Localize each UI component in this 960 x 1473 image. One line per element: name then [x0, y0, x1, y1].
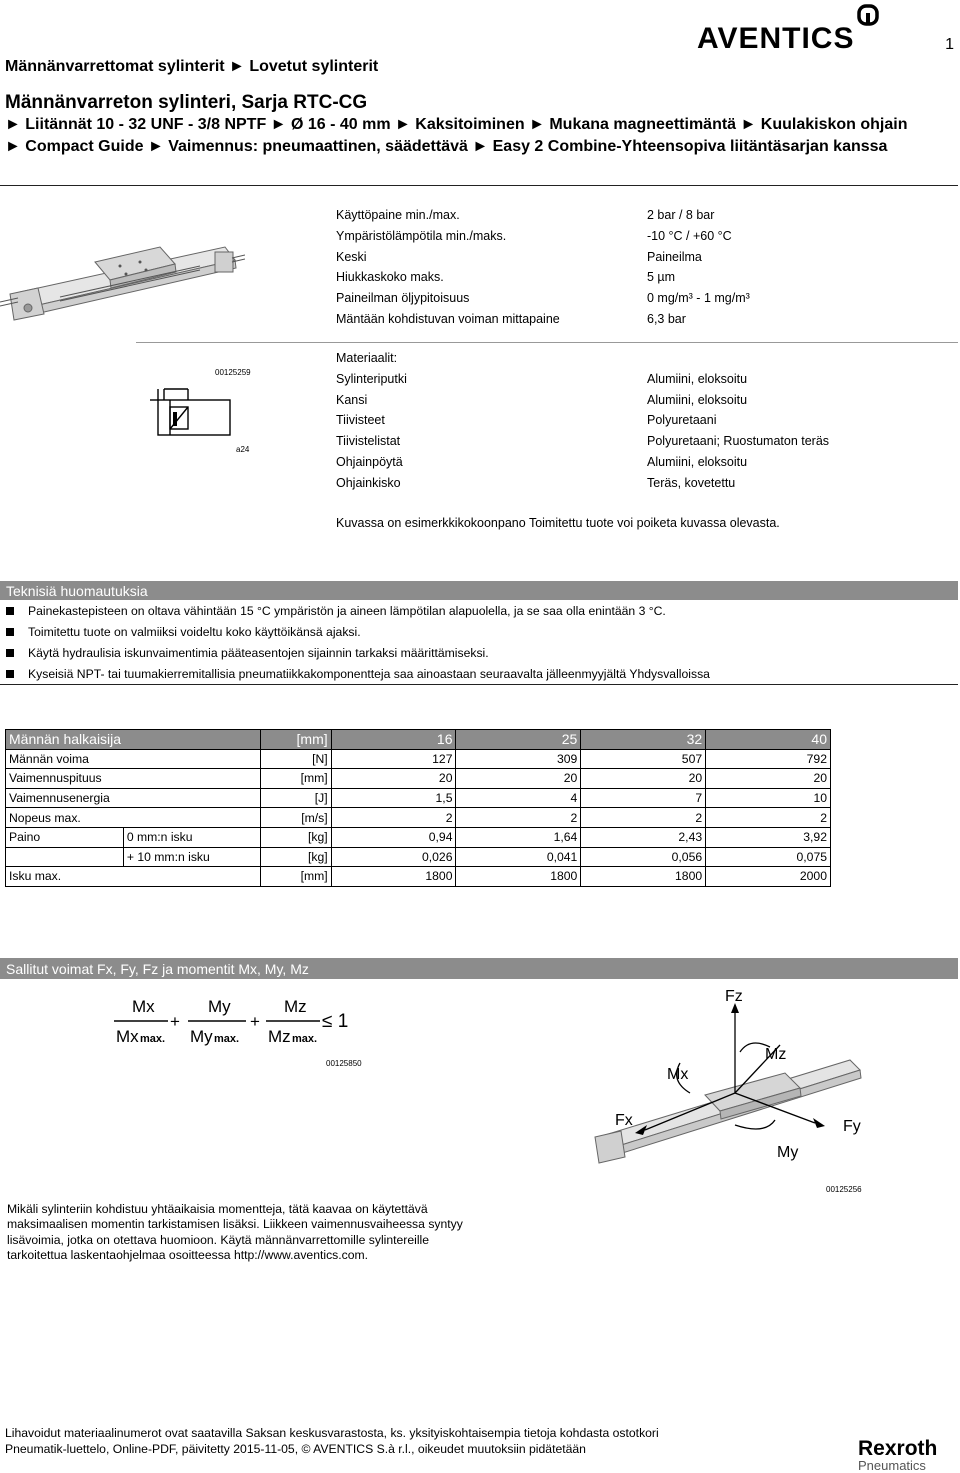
table-cell: 792 [706, 749, 831, 769]
logo-text: AVENTICS [697, 22, 855, 52]
material-row [336, 410, 829, 431]
rexroth-sub: Pneumatics [858, 1458, 926, 1473]
table-header-cell: 40 [706, 730, 831, 750]
table-cell: 1800 [331, 867, 456, 887]
table-cell: [J] [260, 788, 331, 808]
table-header-cell: Männän halkaisija [6, 730, 261, 750]
formula-plus: + [250, 1012, 260, 1031]
table-row [6, 769, 831, 789]
table-cell: [N] [260, 749, 331, 769]
page-number: 1 [945, 36, 954, 53]
rexroth-logo: Rexroth [858, 1437, 938, 1460]
table-cell: 1800 [581, 867, 706, 887]
table-header-cell: 25 [456, 730, 581, 750]
formula-le: ≤ 1 [322, 1011, 349, 1032]
aventics-logo [697, 4, 882, 57]
table-cell [6, 847, 124, 867]
label-mx: Mx [667, 1066, 689, 1083]
spec-row [336, 226, 750, 247]
spec-label: Ympäristölämpötila min./maks. [336, 228, 507, 243]
table-cell: 2,43 [581, 827, 706, 847]
table-cell: 20 [706, 769, 831, 789]
table-cell: + 10 mm:n isku [123, 847, 260, 867]
footer-line: Lihavoidut materiaalinumerot ovat saatavilla Saksan keskusvarastosta, ks. yksityiskohtaisempia tietoja kohdasta ostotkori [5, 1426, 659, 1440]
table-cell: [mm] [260, 769, 331, 789]
bullet-icon [6, 670, 14, 678]
breadcrumb: Männänvarrettomat sylinterit ► Lovetut sylinterit [5, 58, 379, 75]
material-row [336, 473, 829, 494]
table-cell: 7 [581, 788, 706, 808]
formula-den-my: My [190, 1027, 213, 1046]
table-cell: 309 [456, 749, 581, 769]
table-cell: 20 [456, 769, 581, 789]
spec-row [336, 247, 750, 268]
formula-num-mz: Mz [284, 997, 307, 1016]
product-image [0, 222, 245, 337]
material-value: Alumiini, eloksoitu [647, 371, 748, 386]
table-row [6, 749, 831, 769]
diagram-code: 00125256 [826, 1185, 862, 1194]
tech-notes-list [6, 601, 710, 685]
label-fy: Fy [843, 1118, 861, 1135]
table-row [6, 808, 831, 828]
spec-list [336, 205, 750, 330]
table-header-row [6, 730, 831, 750]
label-fx: Fx [615, 1112, 633, 1129]
spec-value: 2 bar / 8 bar [647, 208, 715, 222]
label-my: My [777, 1144, 799, 1161]
spec-value: 6,3 bar [647, 311, 686, 326]
table-cell: 0,075 [706, 847, 831, 867]
table-cell: 0 mm:n isku [123, 827, 260, 847]
table-cell: 4 [456, 788, 581, 808]
symbol-label: a24 [236, 445, 250, 454]
table-cell: 20 [331, 769, 456, 789]
table-cell: 0,056 [581, 847, 706, 867]
picture-note: Kuvassa on esimerkkikokoonpano Toimitettu tuote voi poiketa kuvassa olevasta. [336, 516, 780, 530]
material-value: Teräs, kovetettu [647, 475, 736, 490]
table-cell: [m/s] [260, 808, 331, 828]
material-label: Tiivisteet [336, 413, 385, 428]
table-cell: Vaimennuspituus [6, 769, 261, 789]
spec-row [336, 205, 750, 226]
table-cell: Männän voima [6, 749, 261, 769]
table-cell: 1,64 [456, 827, 581, 847]
table-row [6, 827, 831, 847]
table-cell: 2 [706, 808, 831, 828]
spec-label: Käyttöpaine min./max. [336, 208, 460, 222]
table-cell: Nopeus max. [6, 808, 261, 828]
materials-list [336, 348, 829, 494]
page-title: Männänvarreton sylinteri, Sarja RTC-CG [5, 92, 368, 113]
table-cell: [mm] [260, 867, 331, 887]
table-cell: 0,026 [331, 847, 456, 867]
table-header-cell: [mm] [260, 730, 331, 750]
formula-den-mx: Mx [116, 1027, 139, 1046]
material-row [336, 390, 829, 411]
material-label: Ohjainpöytä [336, 454, 403, 469]
table-cell: 2 [331, 808, 456, 828]
formula-sub: max. [292, 1033, 318, 1045]
material-value: Alumiini, eloksoitu [647, 392, 748, 407]
table-header-cell: 16 [331, 730, 456, 750]
material-row [336, 452, 829, 473]
spec-value: 0 mg/m³ - 1 mg/m³ [647, 291, 750, 306]
table-cell: Isku max. [6, 867, 261, 887]
material-label: Sylinteriputki [336, 371, 407, 386]
forces-paragraph: Mikäli sylinteriin kohdistuu yhtäaikaisia momentteja, tätä kaavaa on käytettävä maksimaalisen momentin tarkistamisen lisäksi. Liikkeen vaimennusvaiheessa syntyy lisävoimia, jotka on otettava huomioon. Käytä männänvarrettomille sylintereille tarkoitettua laskentaohjelmaa osoitteessa http://www.aventics.com. [7, 1202, 463, 1262]
label-mz: Mz [765, 1046, 787, 1063]
forces-diagram [585, 985, 875, 1180]
table-cell: 20 [581, 769, 706, 789]
table-cell: 10 [706, 788, 831, 808]
table-cell: 2 [581, 808, 706, 828]
list-item: Toimitettu tuote on valmiiksi voideltu koko käyttöikänsä ajaksi. [6, 622, 710, 643]
table-cell: [kg] [260, 827, 331, 847]
table-cell: Vaimennusenergia [6, 788, 261, 808]
material-row [336, 431, 829, 452]
formula-sub: max. [214, 1033, 240, 1045]
material-label: Ohjainkisko [336, 475, 401, 490]
material-value: Polyuretaani [647, 413, 717, 428]
material-label: Tiivistelistat [336, 434, 401, 449]
spec-label: Hiukkaskoko maks. [336, 270, 444, 285]
spec-label: Keski [336, 249, 367, 264]
table-row [6, 867, 831, 887]
table-cell: Paino [6, 827, 124, 847]
data-table [5, 729, 831, 887]
material-row [336, 369, 829, 390]
formula-num-my: My [208, 997, 231, 1016]
cylinder-symbol [150, 385, 240, 450]
divider [136, 342, 958, 343]
spec-value: Paineilma [647, 249, 702, 264]
page-subtitle: ► Liitännät 10 - 32 UNF - 3/8 NPTF ► Ø 16 - 40 mm ► Kaksitoiminen ► Mukana magneettimäntä ► Kuulakiskon ohjain ► Compact Guide ► Vaimennus: pneumaattinen, säädettävä ► Easy 2 Combine-Yhteensopiva liitäntäsarjan kanssa [5, 116, 908, 155]
list-item: Kyseisiä NPT- tai tuumakierremitallisia pneumatiikkakomponentteja saa ainoastaan seuraavalta jälleenmyyjältä Yhdysvalloissa [6, 664, 710, 685]
table-header-cell: 32 [581, 730, 706, 750]
spec-row [336, 309, 750, 330]
table-cell: 507 [581, 749, 706, 769]
table-row [6, 788, 831, 808]
formula-sub: max. [140, 1033, 166, 1045]
divider [0, 185, 958, 186]
symbol-code: 00125259 [215, 368, 251, 377]
footer-line: Pneumatik-luettelo, Online-PDF, päivitetty 2015-11-05, © AVENTICS S.à r.l., oikeudet muutoksiin pidätetään [5, 1442, 586, 1456]
bullet-icon [6, 628, 14, 636]
spec-label: Paineilman öljypitoisuus [336, 291, 470, 306]
material-value: Polyuretaani; Ruostumaton teräs [647, 434, 830, 449]
formula-plus: + [170, 1012, 180, 1031]
table-cell: 3,92 [706, 827, 831, 847]
list-item: Käytä hydraulisia iskunvaimentimia pääteasentojen sijainnin tarkaksi määrittämiseksi. [6, 643, 710, 664]
spec-label: Mäntään kohdistuvan voiman mittapaine [336, 311, 560, 326]
label-fz: Fz [725, 988, 743, 1005]
footer-text [5, 1425, 659, 1457]
formula-code: 00125850 [326, 1059, 362, 1068]
table-cell: 1,5 [331, 788, 456, 808]
forces-heading: Sallitut voimat Fx, Fy, Fz ja momentit Mx, My, Mz [0, 958, 958, 979]
table-cell: 1800 [456, 867, 581, 887]
material-value: Alumiini, eloksoitu [647, 454, 748, 469]
formula-num-mx: Mx [132, 997, 155, 1016]
spec-row [336, 267, 750, 288]
table-cell: 2000 [706, 867, 831, 887]
list-item: Painekastepisteen on oltava vähintään 15 °C ympäristön ja aineen lämpötilan alapuolella, ja se saa olla enintään 3 °C. [6, 601, 710, 622]
spec-value: 5 µm [647, 270, 676, 285]
material-label: Kansi [336, 392, 368, 407]
moment-formula [112, 994, 362, 1055]
materials-heading: Materiaalit: [336, 351, 398, 365]
bullet-icon [6, 607, 14, 615]
table-cell: 0,041 [456, 847, 581, 867]
table-cell: 127 [331, 749, 456, 769]
table-row [6, 847, 831, 867]
formula-den-mz: Mz [268, 1027, 291, 1046]
table-cell: 2 [456, 808, 581, 828]
spec-value: -10 °C / +60 °C [647, 228, 732, 243]
tech-notes-heading: Teknisiä huomautuksia [0, 581, 958, 600]
spec-row [336, 288, 750, 309]
divider [0, 684, 958, 685]
bullet-icon [6, 649, 14, 657]
table-cell: [kg] [260, 847, 331, 867]
table-cell: 0,94 [331, 827, 456, 847]
